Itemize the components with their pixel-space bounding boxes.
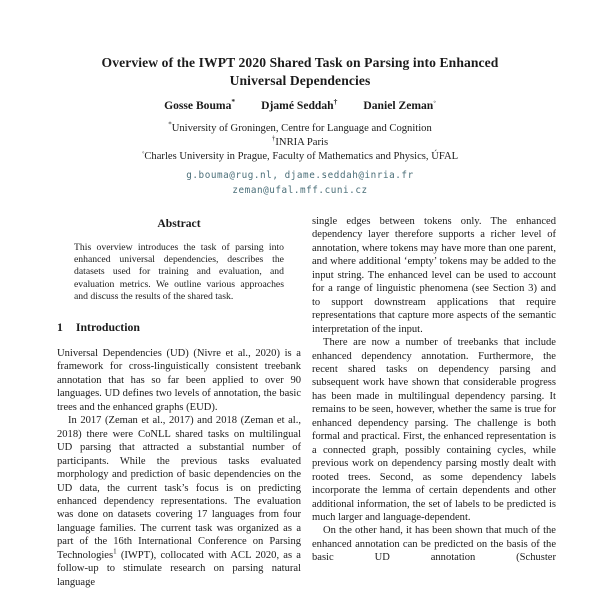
- footnote-1-marker[interactable]: 1: [113, 547, 117, 556]
- paper-title-line2: Universal Dependencies: [229, 73, 371, 88]
- right-column: [312, 215, 556, 600]
- intro-paragraph-2: [57, 414, 301, 589]
- section-1-heading: [57, 320, 301, 335]
- paper-header: [0, 0, 600, 198]
- author-affiliation-marker: ◦: [433, 97, 436, 107]
- affiliation-marker: *: [168, 120, 172, 129]
- affiliation-list: [0, 122, 600, 164]
- right-paragraph-2: There are now a number of treebanks that include enhanced dependency annotation. Furthermore, the recent shared tasks on dependency parsing and subsequent work have shown that considerable progress has been made in multilingual dependency parsing. It remains to be seen, however, whether the same is true for enhanced dependency parsing. The challenge is both formal and practical. First, the enhanced representation is a connected graph, possibly containing cycles, while previous work on dependency parsing mostly dealt with rooted trees. Second, as some dependency labels incorporate the lemma of certain dependents and other additional information, the set of labels to be predicted is much larger and language-dependent.: [312, 337, 556, 523]
- left-column: [57, 215, 301, 600]
- intro-paragraph-2-continuation: (IWPT), collocated with ACL 2020, as a follow-up to stimulate research on parsing natural language: [57, 549, 301, 588]
- author-name: Daniel Zeman: [363, 99, 434, 112]
- right-paragraph-1: single edges between tokens only. The enhanced dependency layer therefore supports a richer level of annotation, where tokens may have more than one parent, and where additional ‘empty’ tokens may be added to the input string. The enhanced level can be used to account for a range of linguistic phenomena (see Section 3) and to support downstream applications that require representations that capture more aspects of the semantic interpretation of the input.: [312, 216, 556, 335]
- affiliation-text: Charles University in Prague, Faculty of Mathematics and Physics, ÚFAL: [144, 151, 459, 162]
- section-number: 1: [57, 320, 63, 335]
- paper-title-line1: Overview of the IWPT 2020 Shared Task on Parsing into Enhanced: [101, 55, 499, 70]
- abstract-heading: Abstract: [157, 217, 201, 230]
- right-paragraph-3: On the other hand, it has been shown that much of the enhanced annotation can be predicted on the basis of the basic UD annotation (Schuster: [312, 525, 556, 564]
- affiliation-marker: †: [271, 134, 276, 143]
- paper-title: [0, 54, 600, 90]
- author-daniel-zeman: [363, 99, 436, 113]
- author-list: [0, 99, 600, 113]
- section-title: Introduction: [75, 320, 140, 335]
- author-affiliation-marker: *: [231, 97, 236, 107]
- abstract-text: This overview introduces the task of parsing into enhanced universal dependencies, describes the datasets used for training and evaluation, and evaluation metrics. We outline various approaches and discuss the results of the shared task.: [74, 242, 284, 302]
- affiliation-groningen: [0, 122, 600, 136]
- author-gosse-bouma: [164, 99, 235, 113]
- author-name: Gosse Bouma: [164, 99, 232, 112]
- author-affiliation-marker: †: [333, 97, 338, 107]
- affiliation-text: INRIA Paris: [275, 137, 329, 148]
- affiliation-inria: [0, 136, 600, 150]
- intro-paragraph-2-text: In 2017 (Zeman et al., 2017) and 2018 (Zeman et al., 2018) there were CoNLL shared tasks on multilingual UD parsing that attracted a substantial number of participants. While the previous tasks evaluated morphology and prediction of basic dependencies on the UD data, the current task’s focus is on predicting enhanced dependency representations. The evaluation was done on datasets covering 17 languages from four language families. The current task was organized as a part of the 16th International Conference on Parsing Technologies: [57, 415, 301, 561]
- email-line-bouma-seddah[interactable]: g.bouma@rug.nl, djame.seddah@inria.fr: [186, 170, 414, 181]
- affiliation-text: University of Groningen, Centre for Language and Cognition: [171, 123, 432, 134]
- author-djame-seddah: [261, 99, 337, 113]
- two-column-body: [57, 215, 556, 600]
- email-line-zeman[interactable]: zeman@ufal.mff.cuni.cz: [232, 185, 368, 196]
- author-name: Djamé Seddah: [261, 99, 334, 112]
- intro-paragraph-1: Universal Dependencies (UD) (Nivre et al., 2020) is a framework for cross-linguistically consistent treebank annotation that has so far been applied to over 90 languages. UD defines two levels of annotation, the basic trees and the enhanced graphs (EUD).: [57, 348, 301, 413]
- author-emails: [0, 168, 600, 198]
- affiliation-charles-university: [0, 150, 600, 164]
- affiliation-marker: ◦: [141, 148, 145, 157]
